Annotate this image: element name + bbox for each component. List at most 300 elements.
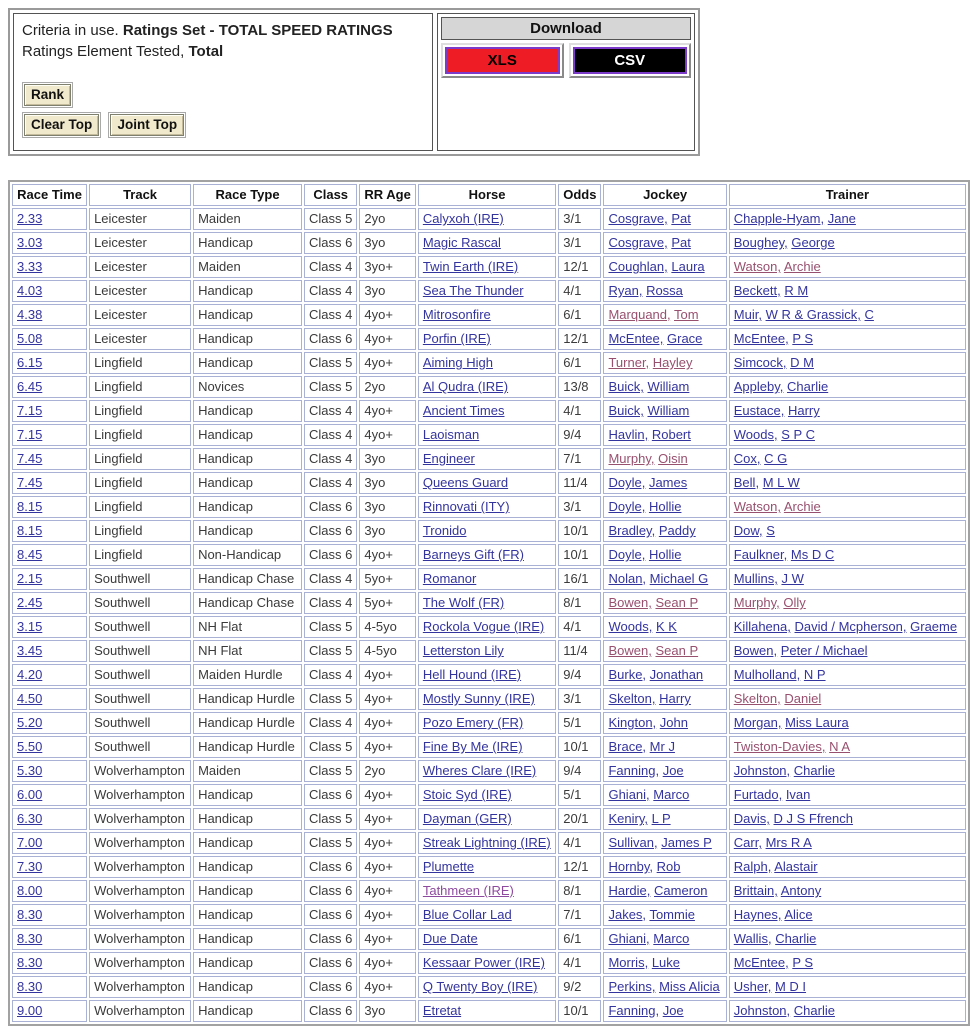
track-cell: Southwell: [89, 592, 191, 614]
race-type-cell: Handicap: [193, 952, 302, 974]
jockey-link[interactable]: Fanning,: [608, 1003, 660, 1018]
race-time-link[interactable]: 8.30: [17, 931, 43, 946]
jockey-cell: [603, 256, 726, 278]
trainer-link[interactable]: Boughey,: [733, 235, 788, 250]
trainer-link[interactable]: Brittain,: [733, 883, 778, 898]
race-time-link[interactable]: 8.00: [17, 883, 43, 898]
horse-link[interactable]: Q Twenty Boy (IRE): [422, 979, 538, 994]
jockey-link[interactable]: Sullivan,: [608, 835, 658, 850]
trainer-link[interactable]: N A: [829, 739, 851, 754]
race-type-cell: Handicap Hurdle: [193, 712, 302, 734]
jockey-cell: [603, 760, 726, 782]
horse-link[interactable]: Al Qudra (IRE): [422, 379, 509, 394]
jockey-link[interactable]: Buick,: [608, 403, 644, 418]
jockey-link[interactable]: Mr J: [649, 739, 675, 754]
trainer-link[interactable]: Chapple-Hyam,: [733, 211, 825, 226]
trainer-link[interactable]: Skelton,: [733, 691, 781, 706]
horse-link[interactable]: Rockola Vogue (IRE): [422, 619, 545, 634]
trainer-link[interactable]: P S: [792, 955, 814, 970]
table-row: [12, 880, 966, 902]
trainer-link[interactable]: Mullins,: [733, 571, 778, 586]
trainer-cell: [729, 640, 966, 662]
trainer-link[interactable]: Ivan: [785, 787, 811, 802]
jockey-link[interactable]: Bradley,: [608, 523, 656, 538]
horse-link[interactable]: Laoisman: [422, 427, 480, 442]
trainer-link[interactable]: Cox,: [733, 451, 761, 466]
track-cell: Lingfield: [89, 448, 191, 470]
horse-link[interactable]: Dayman (GER): [422, 811, 512, 826]
jockey-link[interactable]: Cosgrave,: [608, 235, 668, 250]
race-time-cell: [12, 688, 87, 710]
horse-link[interactable]: Calyxoh (IRE): [422, 211, 504, 226]
trainer-cell: [729, 808, 966, 830]
joint-top-button[interactable]: Joint Top: [110, 114, 184, 136]
jockey-link[interactable]: Tommie: [649, 907, 695, 922]
race-time-cell: [12, 568, 87, 590]
race-time-link[interactable]: 4.03: [17, 283, 43, 298]
trainer-link[interactable]: Bell,: [733, 475, 760, 490]
table-row: [12, 712, 966, 734]
race-time-cell: [12, 904, 87, 926]
trainer-link[interactable]: Jane: [827, 211, 856, 226]
trainer-link[interactable]: C G: [764, 451, 788, 466]
trainer-cell: [729, 928, 966, 950]
trainer-link[interactable]: Morgan,: [733, 715, 782, 730]
trainer-link[interactable]: R M: [784, 283, 809, 298]
race-time-cell: [12, 712, 87, 734]
track-cell: Southwell: [89, 664, 191, 686]
jockey-link[interactable]: Brace,: [608, 739, 647, 754]
table-row: [12, 256, 966, 278]
trainer-cell: [729, 688, 966, 710]
race-time-link[interactable]: 8.15: [17, 523, 43, 538]
odds-cell: 16/1: [558, 568, 601, 590]
horse-link[interactable]: Blue Collar Lad: [422, 907, 512, 922]
trainer-cell: [729, 376, 966, 398]
horse-link[interactable]: Sea The Thunder: [422, 283, 524, 298]
trainer-link[interactable]: McEntee,: [733, 955, 789, 970]
jockey-link[interactable]: Harry: [659, 691, 691, 706]
race-time-link[interactable]: 6.00: [17, 787, 43, 802]
race-time-link[interactable]: 7.45: [17, 451, 43, 466]
jockey-cell: [603, 424, 726, 446]
jockey-link[interactable]: Hayley: [652, 355, 693, 370]
horse-link[interactable]: Tronido: [422, 523, 467, 538]
jockey-link[interactable]: John: [659, 715, 688, 730]
jockey-link[interactable]: William: [647, 403, 690, 418]
rr-age-cell: 3yo: [359, 472, 415, 494]
trainer-link[interactable]: Furtado,: [733, 787, 783, 802]
horse-link[interactable]: Romanor: [422, 571, 477, 586]
table-row: [12, 904, 966, 926]
race-time-link[interactable]: 8.30: [17, 955, 43, 970]
race-time-link[interactable]: 2.33: [17, 211, 43, 226]
jockey-link[interactable]: Ghiani,: [608, 931, 650, 946]
race-time-link[interactable]: 3.33: [17, 259, 43, 274]
table-row: [12, 568, 966, 590]
track-cell: Southwell: [89, 640, 191, 662]
horse-link[interactable]: Pozo Emery (FR): [422, 715, 524, 730]
jockey-cell: [603, 544, 726, 566]
table-row: [12, 640, 966, 662]
race-time-link[interactable]: 5.30: [17, 763, 43, 778]
jockey-link[interactable]: Laura: [671, 259, 705, 274]
trainer-link[interactable]: Harry: [787, 403, 820, 418]
trainer-link[interactable]: George: [791, 235, 835, 250]
horse-link[interactable]: Porfin (IRE): [422, 331, 491, 346]
ratings-element-value: Total: [188, 43, 224, 60]
trainer-link[interactable]: Twiston-Davies,: [733, 739, 826, 754]
trainer-link[interactable]: Bowen,: [733, 643, 778, 658]
track-cell: Lingfield: [89, 376, 191, 398]
jockey-link[interactable]: Murphy,: [608, 451, 655, 466]
jockey-cell: [603, 496, 726, 518]
jockey-link[interactable]: Doyle,: [608, 547, 646, 562]
criteria-line-2: [22, 41, 424, 62]
odds-cell: 6/1: [558, 928, 601, 950]
race-time-cell: [12, 328, 87, 350]
jockey-link[interactable]: Rossa: [646, 283, 683, 298]
trainer-link[interactable]: Simcock,: [733, 355, 787, 370]
horse-cell: [418, 688, 556, 710]
jockey-link[interactable]: Bowen,: [608, 595, 652, 610]
trainer-link[interactable]: Mulholland,: [733, 667, 801, 682]
race-time-link[interactable]: 8.30: [17, 979, 43, 994]
trainer-link[interactable]: Archie: [783, 259, 821, 274]
trainer-link[interactable]: Archie: [783, 499, 821, 514]
horse-link[interactable]: The Wolf (FR): [422, 595, 505, 610]
horse-link[interactable]: Rinnovati (ITY): [422, 499, 510, 514]
jockey-cell: [603, 352, 726, 374]
trainer-link[interactable]: Alice: [784, 907, 813, 922]
trainer-link[interactable]: Wallis,: [733, 931, 772, 946]
trainer-link[interactable]: M L W: [762, 475, 800, 490]
race-time-link[interactable]: 6.30: [17, 811, 43, 826]
trainer-link[interactable]: Davis,: [733, 811, 770, 826]
jockey-link[interactable]: Grace: [667, 331, 703, 346]
race-time-link[interactable]: 5.50: [17, 739, 43, 754]
trainer-link[interactable]: S: [766, 523, 775, 538]
rr-age-cell: 4yo+: [359, 832, 415, 854]
jockey-link[interactable]: K K: [655, 619, 677, 634]
jockey-link[interactable]: Hardie,: [608, 883, 651, 898]
race-time-cell: [12, 760, 87, 782]
jockey-link[interactable]: Jakes,: [608, 907, 647, 922]
trainer-link[interactable]: Killahena,: [733, 619, 791, 634]
jockey-link[interactable]: William: [647, 379, 690, 394]
jockey-link[interactable]: Keniry,: [608, 811, 648, 826]
trainer-link[interactable]: Woods,: [733, 427, 778, 442]
trainer-link[interactable]: Antony: [780, 883, 822, 898]
race-type-cell: Handicap: [193, 856, 302, 878]
table-row: [12, 616, 966, 638]
trainer-link[interactable]: David / Mcpherson,: [794, 619, 907, 634]
jockey-link[interactable]: Havlin,: [608, 427, 649, 442]
track-cell: Wolverhampton: [89, 976, 191, 998]
jockey-link[interactable]: James P: [661, 835, 712, 850]
trainer-link[interactable]: Alastair: [774, 859, 818, 874]
trainer-link[interactable]: Charlie: [787, 379, 829, 394]
odds-cell: 4/1: [558, 400, 601, 422]
csv-button-cell: [569, 43, 692, 78]
race-time-link[interactable]: 5.20: [17, 715, 43, 730]
jockey-link[interactable]: Ryan,: [608, 283, 643, 298]
table-row: [12, 520, 966, 542]
trainer-link[interactable]: Johnston,: [733, 1003, 791, 1018]
rr-age-cell: 4-5yo: [359, 616, 415, 638]
trainer-link[interactable]: Ralph,: [733, 859, 772, 874]
xls-download-button[interactable]: XLS: [445, 47, 560, 74]
trainer-link[interactable]: Faulkner,: [733, 547, 788, 562]
race-time-cell: [12, 472, 87, 494]
horse-cell: [418, 808, 556, 830]
jockey-link[interactable]: Woods,: [608, 619, 653, 634]
jockey-link[interactable]: Morris,: [608, 955, 649, 970]
race-time-link[interactable]: 7.15: [17, 427, 43, 442]
jockey-link[interactable]: Nolan,: [608, 571, 647, 586]
jockey-link[interactable]: Perkins,: [608, 979, 656, 994]
jockey-link[interactable]: Sean P: [655, 643, 699, 658]
trainer-link[interactable]: Eustace,: [733, 403, 785, 418]
track-cell: Southwell: [89, 568, 191, 590]
horse-link[interactable]: Letterston Lily: [422, 643, 504, 658]
race-time-link[interactable]: 3.15: [17, 619, 43, 634]
horse-link[interactable]: Kessaar Power (IRE): [422, 955, 545, 970]
trainer-link[interactable]: Mrs R A: [765, 835, 812, 850]
race-time-cell: [12, 808, 87, 830]
jockey-link[interactable]: Coughlan,: [608, 259, 668, 274]
jockey-link[interactable]: Ghiani,: [608, 787, 650, 802]
race-time-link[interactable]: 2.45: [17, 595, 43, 610]
race-type-cell: Handicap: [193, 1000, 302, 1022]
trainer-link[interactable]: Daniel: [784, 691, 822, 706]
trainer-link[interactable]: McEntee,: [733, 331, 789, 346]
trainer-link[interactable]: P S: [792, 331, 814, 346]
trainer-link[interactable]: C: [864, 307, 874, 322]
jockey-link[interactable]: Pat: [671, 235, 691, 250]
race-time-link[interactable]: 4.50: [17, 691, 43, 706]
horse-link[interactable]: Mostly Sunny (IRE): [422, 691, 535, 706]
odds-cell: 9/2: [558, 976, 601, 998]
track-cell: Leicester: [89, 256, 191, 278]
track-cell: Lingfield: [89, 424, 191, 446]
race-time-link[interactable]: 4.38: [17, 307, 43, 322]
table-row: [12, 544, 966, 566]
jockey-link[interactable]: Marquand,: [608, 307, 671, 322]
jockey-cell: [603, 640, 726, 662]
race-time-link[interactable]: 7.15: [17, 403, 43, 418]
race-time-cell: [12, 496, 87, 518]
ratings-set-value: Ratings Set - TOTAL SPEED RATINGS: [122, 22, 393, 39]
trainer-link[interactable]: D J S Ffrench: [773, 811, 853, 826]
race-time-link[interactable]: 8.30: [17, 907, 43, 922]
race-time-link[interactable]: 8.15: [17, 499, 43, 514]
rr-age-cell: 2yo: [359, 760, 415, 782]
race-time-link[interactable]: 2.15: [17, 571, 43, 586]
trainer-link[interactable]: Beckett,: [733, 283, 781, 298]
jockey-link[interactable]: Oisin: [658, 451, 688, 466]
race-time-cell: [12, 976, 87, 998]
rank-button[interactable]: Rank: [24, 84, 71, 106]
trainer-cell: [729, 280, 966, 302]
trainer-link[interactable]: Charlie: [775, 931, 817, 946]
odds-cell: 6/1: [558, 304, 601, 326]
jockey-link[interactable]: Pat: [671, 211, 691, 226]
class-cell: Class 6: [304, 328, 357, 350]
race-time-link[interactable]: 4.20: [17, 667, 43, 682]
trainer-cell: [729, 232, 966, 254]
table-row: [12, 976, 966, 998]
jockey-link[interactable]: Skelton,: [608, 691, 656, 706]
horse-link[interactable]: Stoic Syd (IRE): [422, 787, 512, 802]
trainer-link[interactable]: N P: [803, 667, 826, 682]
trainer-link[interactable]: Muir,: [733, 307, 762, 322]
track-cell: Wolverhampton: [89, 832, 191, 854]
jockey-link[interactable]: McEntee,: [608, 331, 664, 346]
jockey-link[interactable]: Cosgrave,: [608, 211, 668, 226]
jockey-link[interactable]: Hollie: [648, 499, 682, 514]
trainer-link[interactable]: Watson,: [733, 259, 781, 274]
jockey-link[interactable]: Kington,: [608, 715, 657, 730]
class-cell: Class 4: [304, 400, 357, 422]
odds-cell: 3/1: [558, 688, 601, 710]
trainer-link[interactable]: Ms D C: [790, 547, 835, 562]
rr-age-cell: 4yo+: [359, 688, 415, 710]
horse-cell: [418, 880, 556, 902]
criteria-line1-prefix: Criteria in use.: [22, 22, 123, 39]
trainer-link[interactable]: Murphy,: [733, 595, 780, 610]
jockey-link[interactable]: Robert: [651, 427, 691, 442]
race-time-link[interactable]: 9.00: [17, 1003, 43, 1018]
race-time-link[interactable]: 7.00: [17, 835, 43, 850]
horse-link[interactable]: Queens Guard: [422, 475, 509, 490]
jockey-link[interactable]: Joe: [662, 763, 684, 778]
horse-link[interactable]: Barneys Gift (FR): [422, 547, 524, 562]
horse-link[interactable]: Ancient Times: [422, 403, 505, 418]
jockey-link[interactable]: Joe: [662, 1003, 684, 1018]
horse-link[interactable]: Engineer: [422, 451, 475, 466]
race-time-cell: [12, 832, 87, 854]
jockey-link[interactable]: Michael G: [649, 571, 709, 586]
trainer-link[interactable]: Watson,: [733, 499, 781, 514]
trainer-link[interactable]: Olly: [783, 595, 806, 610]
race-type-cell: Handicap: [193, 400, 302, 422]
trainer-link[interactable]: D M: [790, 355, 814, 370]
column-header-rr-age: RR Age: [359, 184, 415, 206]
trainer-link[interactable]: W R & Grassick,: [765, 307, 861, 322]
race-type-cell: Handicap Hurdle: [193, 736, 302, 758]
horse-link[interactable]: Hell Hound (IRE): [422, 667, 522, 682]
horse-link[interactable]: Wheres Clare (IRE): [422, 763, 537, 778]
trainer-link[interactable]: Appleby,: [733, 379, 784, 394]
trainer-link[interactable]: Peter / Michael: [780, 643, 868, 658]
horse-link[interactable]: Fine By Me (IRE): [422, 739, 523, 754]
table-row: [12, 928, 966, 950]
race-time-link[interactable]: 5.08: [17, 331, 43, 346]
horse-link[interactable]: Tathmeen (IRE): [422, 883, 514, 898]
race-time-link[interactable]: 7.30: [17, 859, 43, 874]
jockey-link[interactable]: Marco: [653, 787, 690, 802]
jockey-link[interactable]: Burke,: [608, 667, 647, 682]
jockey-link[interactable]: Paddy: [658, 523, 696, 538]
trainer-link[interactable]: S P C: [781, 427, 815, 442]
trainer-cell: [729, 712, 966, 734]
rr-age-cell: 4yo+: [359, 736, 415, 758]
jockey-link[interactable]: Luke: [651, 955, 681, 970]
trainer-link[interactable]: Miss Laura: [785, 715, 849, 730]
trainer-link[interactable]: M D I: [774, 979, 807, 994]
race-time-link[interactable]: 6.15: [17, 355, 43, 370]
csv-download-button[interactable]: CSV: [573, 47, 688, 74]
trainer-link[interactable]: Charlie: [793, 763, 835, 778]
horse-link[interactable]: Plumette: [422, 859, 475, 874]
trainer-link[interactable]: Usher,: [733, 979, 772, 994]
horse-link[interactable]: Magic Rascal: [422, 235, 501, 250]
jockey-link[interactable]: Marco: [653, 931, 690, 946]
jockey-link[interactable]: Jonathan: [649, 667, 704, 682]
trainer-link[interactable]: Haynes,: [733, 907, 782, 922]
horse-cell: [418, 664, 556, 686]
race-time-link[interactable]: 7.45: [17, 475, 43, 490]
odds-cell: 3/1: [558, 208, 601, 230]
column-header-horse: Horse: [418, 184, 556, 206]
horse-link[interactable]: Streak Lightning (IRE): [422, 835, 551, 850]
jockey-link[interactable]: James: [648, 475, 688, 490]
jockey-link[interactable]: Miss Alicia: [659, 979, 720, 994]
jockey-link[interactable]: Bowen,: [608, 643, 652, 658]
jockey-link[interactable]: Hornby,: [608, 859, 654, 874]
track-cell: Wolverhampton: [89, 880, 191, 902]
jockey-link[interactable]: Fanning,: [608, 763, 660, 778]
jockey-link[interactable]: Buick,: [608, 379, 644, 394]
race-time-link[interactable]: 3.45: [17, 643, 43, 658]
jockey-link[interactable]: Tom: [674, 307, 699, 322]
jockey-link[interactable]: Doyle,: [608, 499, 646, 514]
rr-age-cell: 4yo+: [359, 904, 415, 926]
horse-link[interactable]: Aiming High: [422, 355, 493, 370]
horse-cell: [418, 232, 556, 254]
jockey-link[interactable]: Rob: [656, 859, 681, 874]
race-time-link[interactable]: 8.45: [17, 547, 43, 562]
race-time-cell: [12, 520, 87, 542]
jockey-link[interactable]: L P: [651, 811, 671, 826]
horse-link[interactable]: Twin Earth (IRE): [422, 259, 519, 274]
jockey-link[interactable]: Cameron: [654, 883, 708, 898]
trainer-link[interactable]: Charlie: [793, 1003, 835, 1018]
race-time-link[interactable]: 6.45: [17, 379, 43, 394]
race-time-link[interactable]: 3.03: [17, 235, 43, 250]
trainer-cell: [729, 664, 966, 686]
jockey-link[interactable]: Hollie: [648, 547, 682, 562]
jockey-link[interactable]: Doyle,: [608, 475, 646, 490]
trainer-link[interactable]: J W: [781, 571, 804, 586]
jockey-cell: [603, 904, 726, 926]
trainer-link[interactable]: Carr,: [733, 835, 762, 850]
race-time-cell: [12, 424, 87, 446]
horse-link[interactable]: Mitrosonfire: [422, 307, 491, 322]
trainer-link[interactable]: Johnston,: [733, 763, 791, 778]
horse-link[interactable]: Due Date: [422, 931, 478, 946]
clear-top-button[interactable]: Clear Top: [24, 114, 99, 136]
horse-link[interactable]: Etretat: [422, 1003, 462, 1018]
trainer-link[interactable]: Graeme: [910, 619, 958, 634]
trainer-link[interactable]: Dow,: [733, 523, 763, 538]
jockey-link[interactable]: Sean P: [655, 595, 699, 610]
horse-cell: [418, 952, 556, 974]
jockey-link[interactable]: Turner,: [608, 355, 650, 370]
table-row: [12, 496, 966, 518]
table-row: [12, 352, 966, 374]
